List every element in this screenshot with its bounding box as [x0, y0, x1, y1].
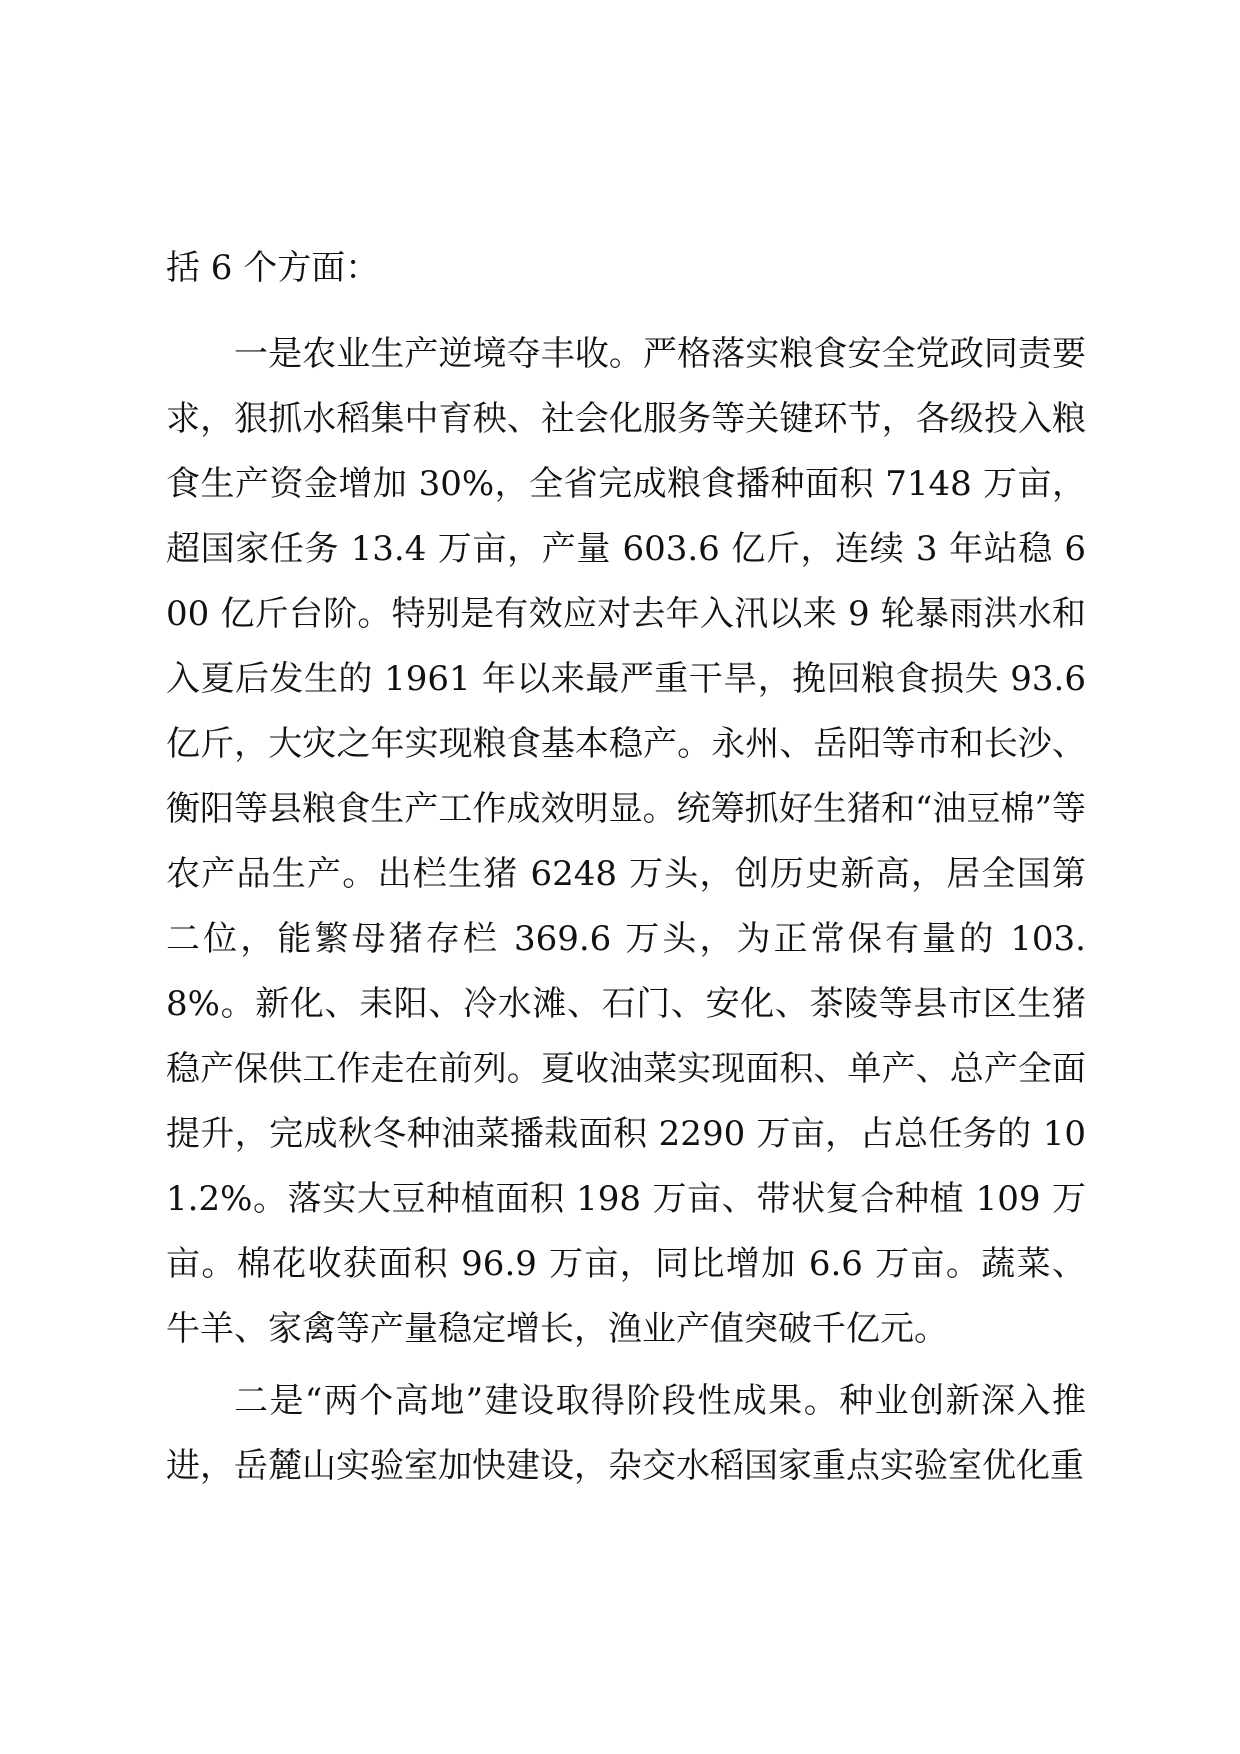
paragraph-two-highlands: [166, 1369, 1086, 1499]
paragraph-text: 二是“两个高地”建设取得阶段性成果。种业创新深入推进，岳麓山实验室加快建设，杂交水稻国家重点实验室优化重: [166, 1381, 1086, 1486]
paragraph-text: 一是农业生产逆境夺丰收。严格落实粮食安全党政同责要求，狠抓水稻集中育秧、社会化服务等关键环节，各级投入粮食生产资金增加 30%，全省完成粮食播种面积 7148 万亩，超国家任务 13.4 万亩，产量 603.6 亿斤，连续 3 年站稳 600 亿斤台阶。特别是有效应对去年入汛以来 9 轮暴雨洪水和入夏后发生的 1961 年以来最严重干旱，挽回粮食损失 93.6 亿斤，大灾之年实现粮食基本稳产。永州、岳阳等市和长沙、衡阳等县粮食生产工作成效明显。统筹抓好生猪和“油豆棉”等农产品生产。出栏生猪 6248 万头，创历史新高，居全国第二位，能繁母猪存栏 369.6 万头，为正常保有量的 103.8%。新化、耒阳、冷水滩、石门、安化、茶陵等县市区生猪稳产保供工作走在前列。夏收油菜实现面积、单产、总产全面提升，完成秋冬种油菜播栽面积 2290 万亩，占总任务的 101.2%。落实大豆种植面积 198 万亩、带状复合种植 109 万亩。棉花收获面积 96.9 万亩，同比增加 6.6 万亩。蔬菜、牛羊、家禽等产量稳定增长，渔业产值突破千亿元。: [166, 334, 1086, 1349]
paragraph-agriculture: [166, 322, 1086, 1362]
intro-text: 括 6 个方面：: [166, 248, 380, 288]
intro-line: [166, 236, 1086, 301]
